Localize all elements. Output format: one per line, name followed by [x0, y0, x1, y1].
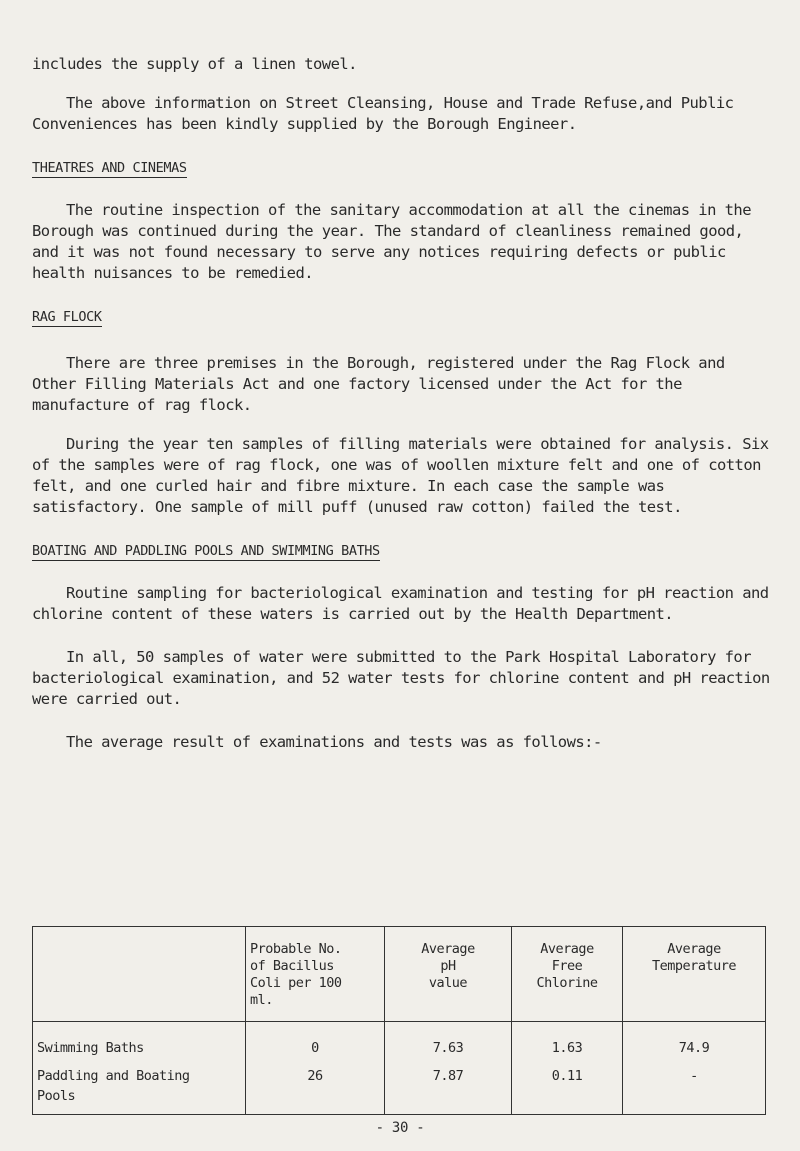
- row-label: Paddling and Boating Pools: [33, 1066, 246, 1115]
- boating-paragraph-1: Routine sampling for bacteriological examination and testing for pH reaction and chlorine content of these waters is carried out by the Health Department.: [32, 584, 778, 623]
- page-number: - 30 -: [375, 1120, 425, 1136]
- rag-flock-heading: RAG FLOCK: [32, 309, 102, 325]
- cell-temperature: 74.9: [623, 1022, 766, 1067]
- continuation-paragraph: includes the supply of a linen towel.: [32, 55, 357, 73]
- header-ph: Average pH value: [385, 927, 512, 1022]
- water-results-table: [32, 926, 766, 1115]
- cell-coli: 26: [246, 1066, 385, 1115]
- header-blank: [33, 927, 246, 1022]
- theatres-paragraph: The routine inspection of the sanitary accommodation at all the cinemas in the Borough was continued during the year. The standard of cleanliness remained good, and it was not found necessary to serve any notices requiring defects or public health nuisances to be remedied.: [32, 201, 760, 282]
- theatres-heading: THEATRES AND CINEMAS: [32, 160, 187, 176]
- table-row: [33, 1066, 766, 1115]
- cell-coli: 0: [246, 1022, 385, 1067]
- cell-ph: 7.63: [385, 1022, 512, 1067]
- boating-heading: BOATING AND PADDLING POOLS AND SWIMMING BATHS: [32, 543, 380, 559]
- boating-paragraph-3: The average result of examinations and tests was as follows:-: [66, 733, 602, 751]
- rag-flock-paragraph-1: There are three premises in the Borough, registered under the Rag Flock and Other Filling Materials Act and one factory licensed under the Act for the manufacture of rag flock.: [32, 354, 734, 414]
- header-temperature: Average Temperature: [623, 927, 766, 1022]
- table-row: [33, 1022, 766, 1067]
- rag-flock-paragraph-2: During the year ten samples of filling materials were obtained for analysis. Six of the samples were of rag flock, one was of woollen mixture felt and one of cotton felt, and one curled hair and fibre mixture. In each case the sample was satisfactory. One sample of mill puff (unused raw cotton) failed the test.: [32, 435, 778, 516]
- cell-temperature: -: [623, 1066, 766, 1115]
- header-bacillus-coli: Probable No. of Bacillus Coli per 100 ml.: [246, 927, 385, 1022]
- row-label: Swimming Baths: [33, 1022, 246, 1067]
- borough-engineer-paragraph: The above information on Street Cleansing, House and Trade Refuse,and Public Conveniences has been kindly supplied by the Borough Engineer.: [32, 94, 743, 133]
- cell-ph: 7.87: [385, 1066, 512, 1115]
- boating-paragraph-2: In all, 50 samples of water were submitted to the Park Hospital Laboratory for bacteriological examination, and 52 water tests for chlorine content and pH reaction were carried out.: [32, 648, 779, 708]
- cell-chlorine: 1.63: [512, 1022, 623, 1067]
- header-chlorine: Average Free Chlorine: [512, 927, 623, 1022]
- cell-chlorine: 0.11: [512, 1066, 623, 1115]
- table-header-row: [33, 927, 766, 1022]
- document-body: [32, 54, 779, 753]
